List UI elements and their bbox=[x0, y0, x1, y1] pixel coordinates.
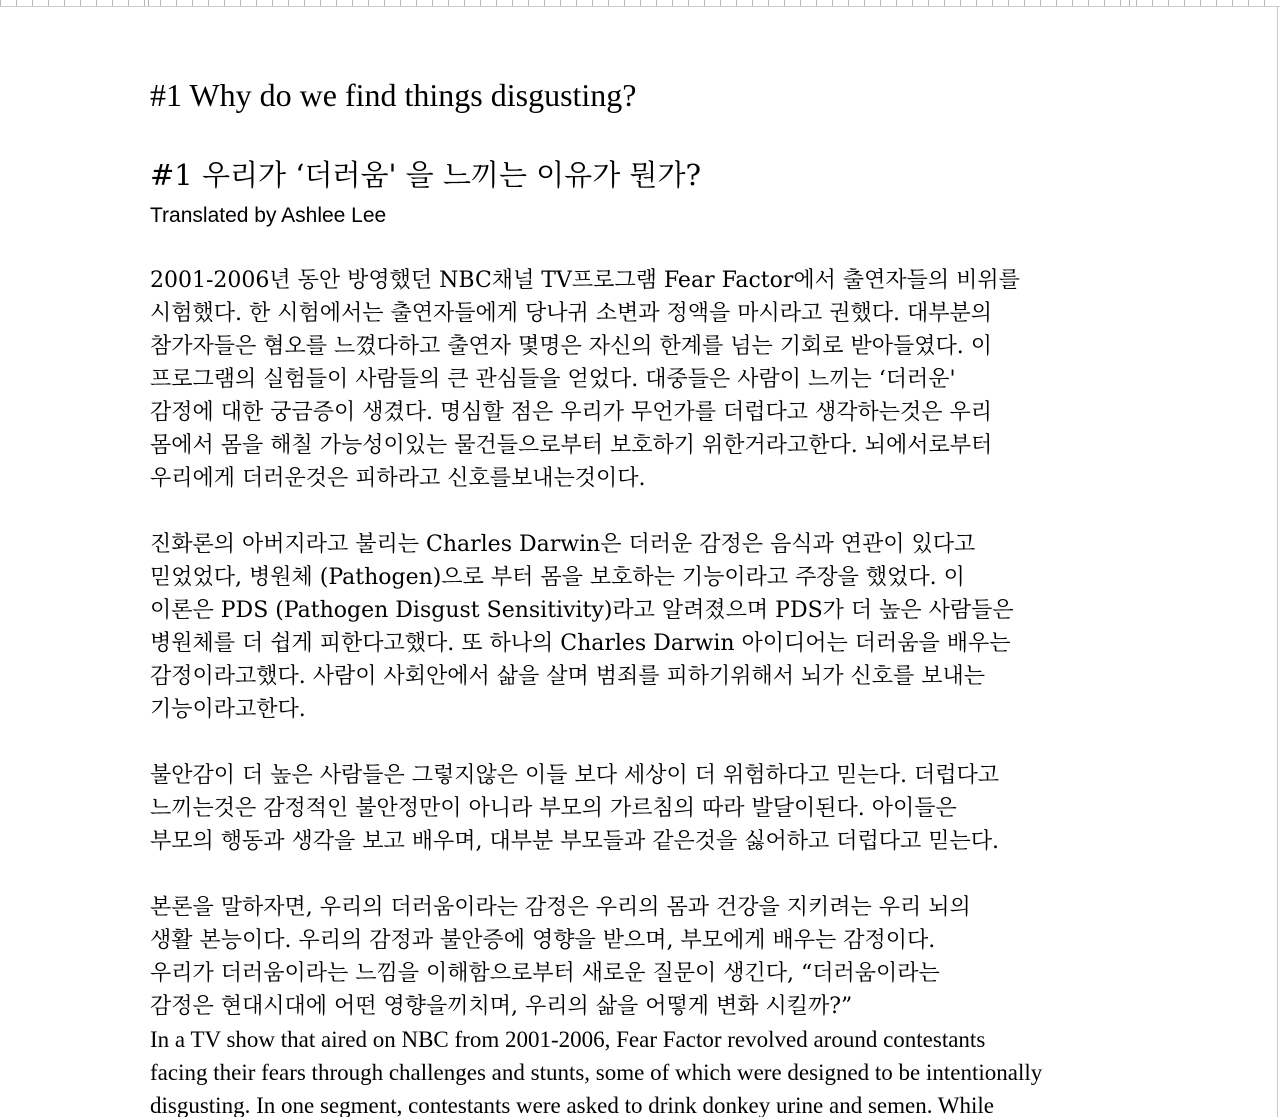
korean-paragraph bbox=[150, 759, 1135, 858]
document-body[interactable] bbox=[150, 75, 1135, 1117]
paragraph-gap bbox=[150, 858, 1135, 891]
text-line: 부모의 행동과 생각을 보고 배우며, 대부분 부모들과 같은것을 싫어하고 더럽다고 믿는다. bbox=[150, 829, 999, 854]
text-line: facing their fears through challenges and stunts, some of which were designed to be intentionally bbox=[150, 1060, 1043, 1085]
title-english: #1 Why do we find things disgusting? bbox=[150, 77, 637, 113]
top-ruler bbox=[0, 0, 1280, 7]
english-paragraph bbox=[150, 1023, 1135, 1117]
text-line: 시험했다. 한 시험에서는 출연자들에게 당나귀 소변과 정액을 마시라고 권했다. 대부분의 bbox=[150, 301, 992, 326]
text-line: 2001-2006년 동안 방영했던 NBC채널 TV프로그램 Fear Factor에서 출연자들의 비위를 bbox=[150, 268, 1020, 293]
text-line: 진화론의 아버지라고 불리는 Charles Darwin은 더러운 감정은 음식과 연관이 있다고 bbox=[150, 532, 976, 557]
text-line: disgusting. In one segment, contestants were asked to drink donkey urine and semen. While bbox=[150, 1093, 994, 1117]
text-line: 믿었었다, 병원체 (Pathogen)으로 부터 몸을 보호하는 기능이라고 주장을 했었다. 이 bbox=[150, 565, 965, 590]
text-line: 몸에서 몸을 해칠 가능성이있는 물건들으로부터 보호하기 위한거라고한다. 뇌에서로부터 bbox=[150, 433, 993, 458]
paragraph-gap bbox=[150, 495, 1135, 528]
korean-paragraph bbox=[150, 264, 1135, 495]
text-line: In a TV show that aired on NBC from 2001-2006, Fear Factor revolved around contestants bbox=[150, 1027, 986, 1052]
text-line: 우리에게 더러운것은 피하라고 신호를보내는것이다. bbox=[150, 466, 646, 491]
text-line: 감정은 현대시대에 어떤 영향을끼치며, 우리의 삶을 어떻게 변화 시킬까?” bbox=[150, 994, 853, 1019]
text-line: 느끼는것은 감정적인 불안정만이 아니라 부모의 가르침의 따라 발달이된다. 아이들은 bbox=[150, 796, 957, 821]
paragraph-gap bbox=[150, 726, 1135, 759]
korean-paragraph bbox=[150, 891, 1135, 1023]
spacer bbox=[150, 231, 1135, 264]
paragraphs-container bbox=[150, 264, 1135, 1023]
text-line: 감정이라고했다. 사람이 사회안에서 삶을 살며 범죄를 피하기위해서 뇌가 신호를 보내는 bbox=[150, 664, 986, 689]
text-line: 감정에 대한 궁금증이 생겼다. 명심할 점은 우리가 무언가를 더럽다고 생각하는것은 우리 bbox=[150, 400, 992, 425]
title-korean: #1 우리가 ‘더러움' 을 느끼는 이유가 뭔가? bbox=[150, 158, 702, 192]
text-line: 프로그램의 실험들이 사람들의 큰 관심들을 얻었다. 대중들은 사람이 느끼는 ‘더러운' bbox=[150, 367, 956, 392]
text-line: 참가자들은 혐오를 느꼈다하고 출연자 몇명은 자신의 한계를 넘는 기회로 받아들였다. 이 bbox=[150, 334, 992, 359]
text-line: 생활 본능이다. 우리의 감정과 불안증에 영향을 받으며, 부모에게 배우는 감정이다. bbox=[150, 928, 936, 953]
text-line: 본론을 말하자면, 우리의 더러움이라는 감정은 우리의 몸과 건강을 지키려는 우리 뇌의 bbox=[150, 895, 971, 920]
translator-byline: Translated by Ashlee Lee bbox=[150, 204, 387, 227]
text-line: 기능이라고한다. bbox=[150, 697, 306, 722]
korean-paragraph bbox=[150, 528, 1135, 726]
document-page bbox=[0, 7, 1278, 1117]
text-line: 병원체를 더 쉽게 피한다고했다. 또 하나의 Charles Darwin 아이디어는 더러움을 배우는 bbox=[150, 631, 1011, 656]
text-line: 우리가 더러움이라는 느낌을 이해함으로부터 새로운 질문이 생긴다, “더러움이라는 bbox=[150, 961, 940, 986]
ruler-margin-band bbox=[148, 0, 1130, 6]
text-line: 불안감이 더 높은 사람들은 그렇지않은 이들 보다 세상이 더 위험하다고 믿는다. 더럽다고 bbox=[150, 763, 999, 788]
text-line: 이론은 PDS (Pathogen Disgust Sensitivity)라고 알려졌으며 PDS가 더 높은 사람들은 bbox=[150, 598, 1014, 623]
